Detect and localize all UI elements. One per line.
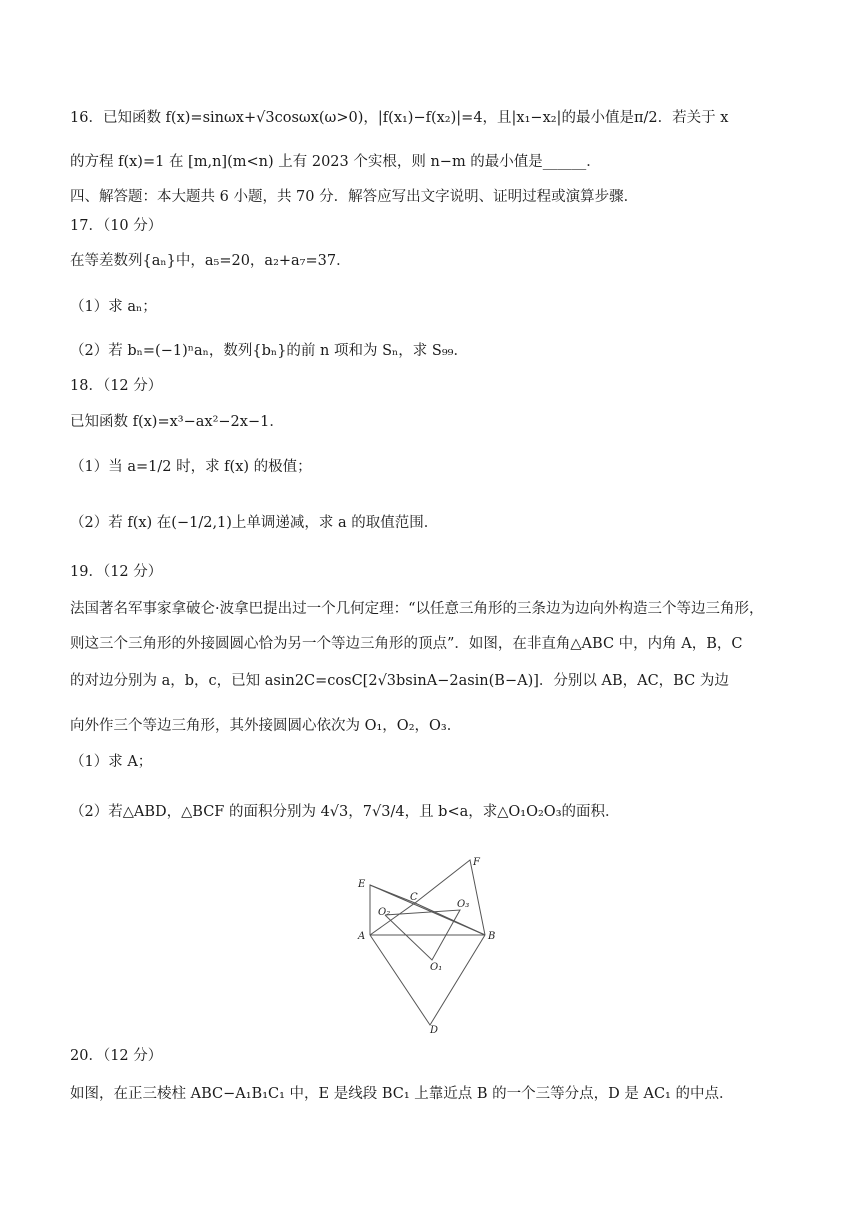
q17-part1: （1）求 aₙ；	[70, 299, 157, 315]
label-C: C	[410, 892, 418, 903]
label-B: B	[488, 931, 496, 942]
section-heading: 四、解答题：本大题共 6 小题，共 70 分．解答应写出文字说明、证明过程或演算步骤．	[70, 189, 639, 205]
q19-part1: （1）求 A；	[70, 754, 153, 770]
label-E: E	[358, 879, 366, 890]
q20-stem: 如图，在正三棱柱 ABC−A₁B₁C₁ 中，E 是线段 BC₁ 上靠近点 B 的一个三等分点，D 是 AC₁ 的中点．	[70, 1086, 734, 1102]
label-F: F	[473, 857, 480, 868]
napoleon-triangle-figure	[350, 855, 510, 1035]
q18-part1: （1）当 a=1/2 时，求 f(x) 的极值；	[70, 459, 312, 475]
q19-title: 19．（12 分）	[70, 564, 163, 580]
q16-line-2: 的方程 f(x)=1 在 [m,n](m<n) 上有 2023 个实根，则 n−m 的最小值是______．	[70, 154, 601, 170]
label-O2: O₂	[378, 907, 391, 918]
q18-part2: （2）若 f(x) 在(−1/2,1)上单调递减，求 a 的取值范围．	[70, 515, 439, 531]
q19-stem-2: 则这三个三角形的外接圆圆心恰为另一个等边三角形的顶点”．如图，在非直角△ABC 中，内角 A，B，C	[70, 636, 743, 652]
q17-part2: （2）若 bₙ=(−1)ⁿaₙ，数列{bₙ}的前 n 项和为 Sₙ，求 S₉₉．	[70, 343, 468, 359]
q18-title: 18．（12 分）	[70, 378, 163, 394]
q19-stem-3: 的对边分别为 a，b，c，已知 asin2C=cosC[2√3bsinA−2asin(B−A)]．分别以 AB，AC，BC 为边	[70, 673, 729, 689]
label-O3: O₃	[457, 899, 470, 910]
q17-title: 17．（10 分）	[70, 218, 163, 234]
label-D: D	[430, 1025, 439, 1035]
q18-stem: 已知函数 f(x)=x³−ax²−2x−1．	[70, 414, 284, 430]
q19-stem-1: 法国著名军事家拿破仑·波拿巴提出过一个几何定理：“以任意三角形的三条边为边向外构造三个等边三角形，	[70, 601, 764, 617]
q19-part2: （2）若△ABD，△BCF 的面积分别为 4√3，7√3/4，且 b<a，求△O₁O₂O₃的面积．	[70, 804, 620, 820]
label-O1: O₁	[430, 962, 443, 973]
q19-stem-4: 向外作三个等边三角形，其外接圆圆心依次为 O₁，O₂，O₃．	[70, 718, 462, 734]
q16-line-1: 16．已知函数 f(x)=sinωx+√3cosωx(ω>0)，|f(x₁)−f(x₂)|=4，且|x₁−x₂|的最小值是π/2．若关于 x	[70, 110, 729, 126]
q20-title: 20．（12 分）	[70, 1048, 163, 1064]
q17-stem: 在等差数列{aₙ}中，a₅=20，a₂+a₇=37．	[70, 253, 351, 269]
label-A: A	[358, 931, 366, 942]
